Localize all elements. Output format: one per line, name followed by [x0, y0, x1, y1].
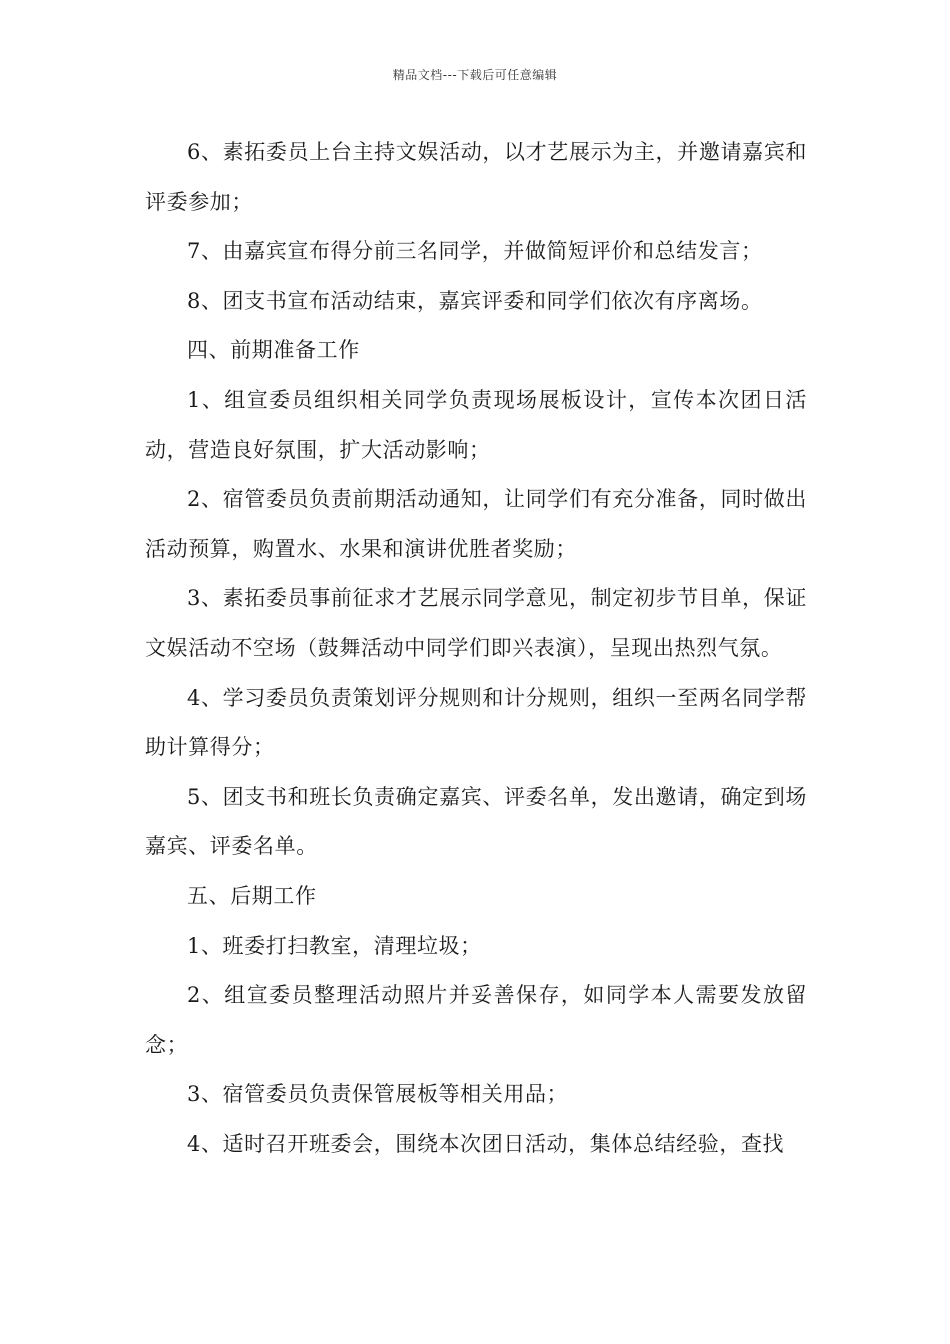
section-heading-followup: 五、后期工作 [187, 883, 317, 908]
paragraph-followup-1: 1、班委打扫教室，清理垃圾； [187, 933, 482, 958]
paragraph-prep-5: 5、团支书和班长负责确定嘉宾、评委名单，发出邀请，确定到场嘉宾、评委名单。 [145, 784, 807, 859]
paragraph-item-7: 7、由嘉宾宣布得分前三名同学，并做简短评价和总结发言； [187, 239, 763, 264]
paragraph-prep-2: 2、宿管委员负责前期活动通知，让同学们有充分准备，同时做出活动预算，购置水、水果和演讲优胜者奖励； [145, 487, 807, 561]
paragraph-followup-4: 4、适时召开班委会，围绕本次团日活动，集体总结经验，查找 [187, 1131, 785, 1156]
paragraph-item-8: 8、团支书宣布活动结束，嘉宾评委和同学们依次有序离场。 [187, 288, 763, 313]
section-heading-preparation: 四、前期准备工作 [187, 338, 360, 363]
paragraph-followup-2: 2、组宣委员整理活动照片并妥善保存，如同学本人需要发放留念； [145, 983, 807, 1057]
paragraph-followup-3: 3、宿管委员负责保管展板等相关用品； [187, 1082, 569, 1107]
paragraph-prep-3: 3、素拓委员事前征求才艺展示同学意见，制定初步节目单，保证文娱活动不空场（鼓舞活动中同学们即兴表演），呈现出热烈气氛。 [145, 586, 807, 660]
paragraph-prep-4: 4、学习委员负责策划评分规则和计分规则，组织一至两名同学帮助计算得分； [145, 685, 807, 760]
paragraph-item-6: 6、素拓委员上台主持文娱活动，以才艺展示为主，并邀请嘉宾和评委参加； [145, 140, 807, 214]
page-header: 精品文档---下载后可任意编辑 [392, 68, 558, 82]
paragraph-prep-1: 1、组宣委员组织相关同学负责现场展板设计，宣传本次团日活动，营造良好氛围，扩大活动影响； [145, 387, 807, 462]
document-body [145, 128, 807, 1169]
